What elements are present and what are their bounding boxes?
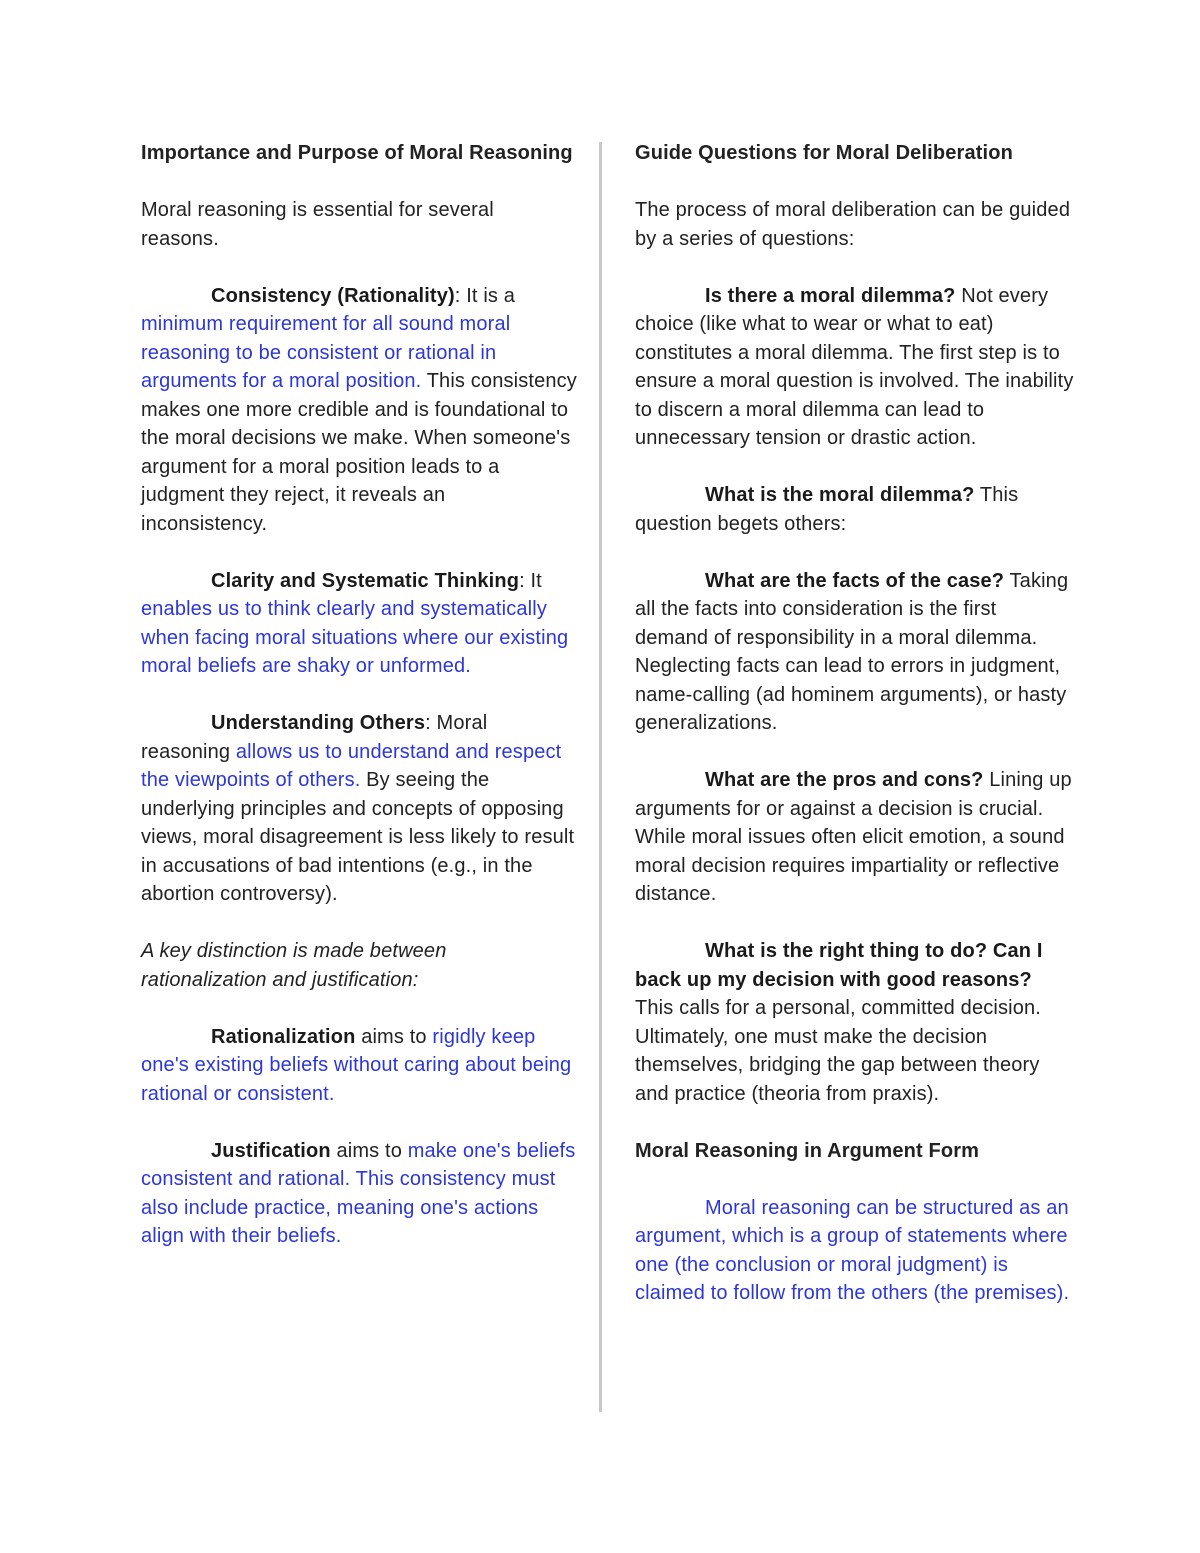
- consistency-paragraph: [141, 282, 577, 539]
- understanding-rest: By seeing the underlying principles and concepts of opposing views, moral disagreement is less likely to result in accusations of bad intentions (e.g., in the abortion controversy).: [141, 769, 575, 905]
- understanding-term: Understanding Others: [211, 712, 426, 734]
- justification-highlight: make one's beliefs consistent and rational. This consistency must also include practice, meaning one's actions align with their beliefs.: [141, 1139, 576, 1247]
- question-1: [635, 282, 1075, 453]
- understanding-sep: : Moral reasoning: [141, 712, 488, 763]
- question-2-text: This question begets others:: [635, 484, 1019, 535]
- column-divider: [599, 142, 602, 1412]
- spacer: [635, 168, 1075, 197]
- understanding-highlight: allows us to understand and respect the viewpoints of others.: [141, 740, 562, 791]
- right-heading: Guide Questions for Moral Deliberation: [635, 142, 1013, 164]
- rationalization-term: Rationalization: [211, 1025, 356, 1048]
- justification-term: Justification: [211, 1139, 331, 1162]
- understanding-paragraph: [141, 709, 577, 909]
- question-5-text: This calls for a personal, committed decision. Ultimately, one must make the decision themselves, bridging the gap between theory and practice (theoria from praxis).: [635, 997, 1041, 1105]
- question-3-text: Taking all the facts into consideration is the first demand of responsibility in a moral dilemma. Neglecting facts can lead to errors in judgment, name-calling (ad hominem arguments), or hasty generalizations.: [635, 569, 1069, 734]
- rationalization-paragraph: [141, 1023, 577, 1109]
- distinction-note: A key distinction is made between rationalization and justification:: [141, 940, 447, 991]
- question-5-term: What is the right thing to do? Can I back up my decision with good reasons?: [635, 940, 1043, 991]
- right-intro: The process of moral deliberation can be guided by a series of questions:: [635, 199, 1071, 250]
- question-3: [635, 567, 1075, 738]
- justification-paragraph: [141, 1137, 577, 1251]
- consistency-term: Consistency (Rationality): [211, 284, 455, 307]
- question-2: [635, 481, 1075, 538]
- question-5: [635, 937, 1075, 1108]
- left-intro: Moral reasoning is essential for several reasons.: [141, 199, 494, 250]
- clarity-term: Clarity and Systematic Thinking: [211, 569, 520, 592]
- consistency-rest: This consistency makes one more credible and is foundational to the moral decisions we make. When someone's argument for a moral position leads to a judgment they reject, it reveals an inconsistency.: [141, 370, 577, 535]
- consistency-highlight: minimum requirement for all sound moral reasoning to be consistent or rational in arguments for a moral position.: [141, 313, 511, 392]
- rationalization-highlight: rigidly keep one's existing beliefs without caring about being rational or consistent.: [141, 1025, 572, 1105]
- argument-heading: Moral Reasoning in Argument Form: [635, 1139, 980, 1162]
- left-heading: Importance and Purpose of Moral Reasoning: [141, 142, 573, 164]
- spacer: [635, 1165, 1075, 1194]
- rationalization-sep: aims to: [355, 1025, 433, 1048]
- question-4: [635, 766, 1075, 909]
- argument-paragraph: Moral reasoning can be structured as an argument, which is a group of statements where one (the conclusion or moral judgment) is claimed to follow from the others (the premises).: [635, 1196, 1070, 1304]
- consistency-sep: : It is a: [454, 284, 516, 307]
- clarity-paragraph: [141, 567, 577, 681]
- right-column: [635, 139, 1075, 1336]
- question-4-term: What are the pros and cons?: [705, 769, 984, 791]
- question-1-text: Not every choice (like what to wear or what to eat) constitutes a moral dilemma. The first step is to ensure a moral question is involved. The inability to discern a moral dilemma can lead to unnecessary tension or drastic action.: [635, 284, 1074, 449]
- clarity-highlight: enables us to think clearly and systematically when facing moral situations where our existing moral beliefs are shaky or unformed.: [141, 598, 569, 677]
- clarity-sep: : It: [519, 569, 542, 592]
- left-column: [141, 139, 577, 1279]
- question-3-term: What are the facts of the case?: [705, 569, 1005, 592]
- spacer: [141, 168, 577, 197]
- question-1-term: Is there a moral dilemma?: [705, 284, 956, 307]
- question-4-text: Lining up arguments for or against a decision is crucial. While moral issues often elicit emotion, a sound moral decision requires impartiality or reflective distance.: [635, 769, 1072, 905]
- question-2-term: What is the moral dilemma?: [705, 484, 975, 506]
- justification-sep: aims to: [330, 1139, 408, 1162]
